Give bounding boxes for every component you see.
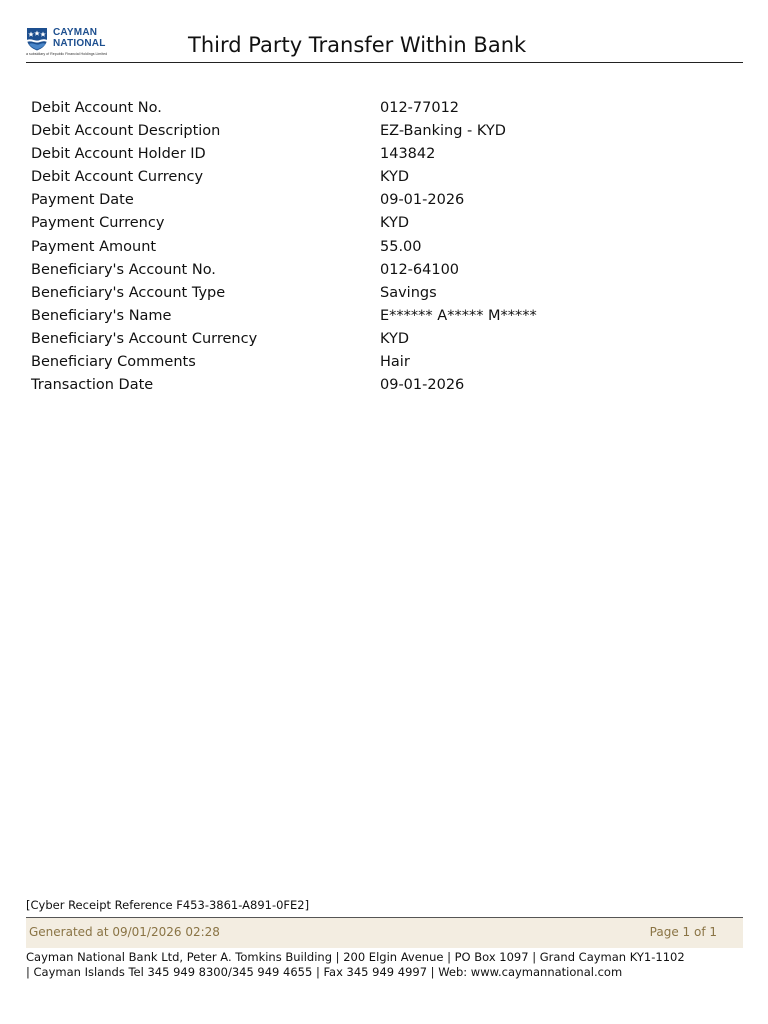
detail-row <box>31 143 731 166</box>
detail-row <box>31 212 731 235</box>
detail-row <box>31 259 731 282</box>
detail-label: Beneficiary Comments <box>31 354 196 371</box>
bank-address <box>26 950 746 979</box>
address-line-2: | Cayman Islands Tel 345 949 8300/345 949 4655 | Fax 345 949 4997 | Web: www.caymannational.com <box>26 964 623 979</box>
detail-row <box>31 166 731 189</box>
transfer-details <box>31 97 731 397</box>
detail-row <box>31 328 731 351</box>
detail-value: 09-01-2026 <box>380 377 465 394</box>
cayman-national-shield-icon <box>26 27 48 51</box>
cayman-national-logo <box>26 26 118 60</box>
detail-value: KYD <box>380 215 410 232</box>
generated-timestamp: Generated at 09/01/2026 02:28 <box>29 925 220 939</box>
detail-value: 012-77012 <box>380 100 460 116</box>
detail-value: KYD <box>380 169 410 186</box>
address-line-1: Cayman National Bank Ltd, Peter A. Tomkins Building | 200 Elgin Avenue | PO Box 1097 | Grand Cayman KY1-1102 <box>26 950 685 964</box>
detail-row <box>31 236 731 259</box>
detail-label: Transaction Date <box>31 377 154 394</box>
detail-label: Beneficiary's Name <box>31 307 172 324</box>
detail-label: Payment Date <box>31 192 134 209</box>
detail-value: Savings <box>380 284 437 301</box>
detail-row <box>31 120 731 143</box>
detail-value: EZ-Banking - KYD <box>380 123 506 140</box>
detail-value: 09-01-2026 <box>380 192 465 209</box>
detail-row <box>31 282 731 305</box>
detail-value: 143842 <box>380 146 436 163</box>
detail-label: Beneficiary's Account Type <box>31 284 226 301</box>
detail-row <box>31 97 731 120</box>
detail-row <box>31 189 731 212</box>
detail-row <box>31 374 731 397</box>
detail-label: Payment Amount <box>31 238 157 255</box>
detail-value: 012-64100 <box>380 261 460 278</box>
detail-label: Debit Account Holder ID <box>31 146 206 163</box>
cyber-receipt-reference: [Cyber Receipt Reference F453-3861-A891-0FE2] <box>26 898 310 912</box>
detail-label: Debit Account Currency <box>31 169 204 186</box>
detail-row <box>31 305 731 328</box>
logo-subsidiary-text: a subsidiary of Republic Financial Holdings Limited <box>26 52 108 56</box>
generated-bar <box>26 917 743 948</box>
detail-label: Debit Account No. <box>31 100 162 116</box>
detail-value: 55.00 <box>380 238 422 255</box>
logo-text-line1: CAYMAN <box>53 27 98 38</box>
detail-row <box>31 351 731 374</box>
logo-text-line2: NATIONAL <box>53 38 106 49</box>
detail-value: KYD <box>380 330 410 347</box>
detail-value: E****** A***** M***** <box>380 307 537 324</box>
page-title: Third Party Transfer Within Bank <box>188 33 527 57</box>
detail-label: Debit Account Description <box>31 123 221 140</box>
detail-label: Beneficiary's Account Currency <box>31 330 258 347</box>
page-number: Page 1 of 1 <box>649 925 717 939</box>
detail-value: Hair <box>380 354 410 371</box>
document-header <box>26 26 743 63</box>
detail-label: Payment Currency <box>31 215 165 232</box>
detail-label: Beneficiary's Account No. <box>31 261 216 278</box>
